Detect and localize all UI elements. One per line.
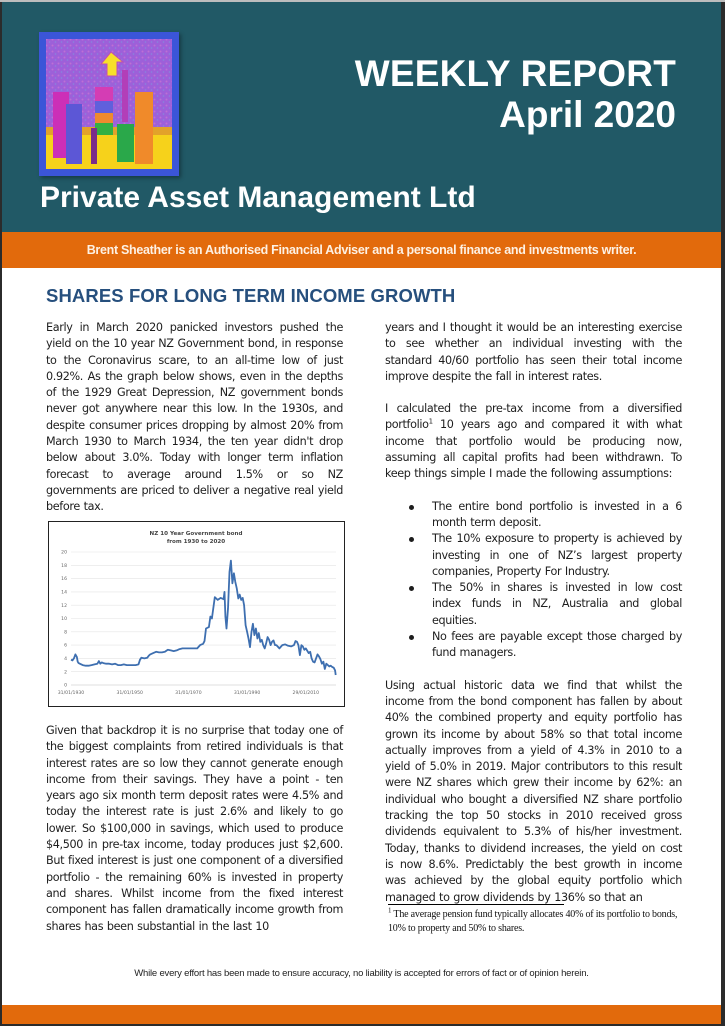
chart-title: NZ 10 Year Government bond (149, 531, 243, 537)
paragraph: Given that backdrop it is no surprise that today one of the biggest complaints from retired individuals is that interest rates are so low they cannot generate enough income from their savings. They have a point - ten years ago six month term deposit rates were 4.5% and today the interest rate is just 2.6% and likely to go lower. So $100,000 in savings, which used to produce $4,500 in pre-tax income, today produces just $2,600. But fixed interest is just one component of a diversified portfolio - the remaining 60% is invested in property and shares. Whilst income from the fixed interest component has fallen dramatically income growth from shares has been substantial in the last 10 (46, 724, 343, 933)
list-item (385, 499, 682, 532)
paragraph (385, 401, 682, 482)
footnote-mark: 1 (388, 906, 392, 915)
list-item (385, 531, 682, 580)
paragraph: years and I thought it would be an interesting exercise to see whether an individual investing with the standard 40/60 portfolio has seen their total income improve despite the fall in interest rates. (385, 321, 682, 383)
report-date: April 2020 (499, 94, 676, 135)
x-tick-label: 29/01/2010 (292, 691, 320, 696)
y-tick-label: 0 (64, 683, 67, 689)
y-tick-label: 20 (61, 550, 67, 556)
assumptions-list (385, 499, 682, 662)
list-item-text: No fees are payable except those charged by fund managers. (432, 630, 682, 660)
footer-bar (2, 1005, 721, 1024)
author-tagline-bar (2, 232, 721, 268)
x-tick-label: 31/01/1930 (57, 691, 85, 696)
bond-yield-line (71, 561, 336, 675)
rising-bar-chart-logo-icon (39, 32, 179, 176)
paragraph: Using actual historic data we find that whilst the income from the bond component has fallen by about 40% the combined property and equity portfolio has grown its income by about 58% so that total income actually improves from a yield of 4.3% in 2010 to a yield of 5.0% in 2019. Major contributors to this result were NZ shares which grew their income by 62%: an individual who bought a diversified NZ share portfolio tracking the top 50 stocks in 2010 received gross dividends equivalent to 5.3% of his/her investment. Today, thanks to dividend increases, the yield on cost is now 8.6%. Predictably the best growth in income was achieved by the global equity portfolio which managed to grow dividends by 136% so that an (385, 678, 682, 904)
y-tick-label: 16 (61, 577, 67, 583)
paragraph-text: I calculated the pre-tax income from a diversified portfolio (385, 402, 682, 432)
masthead (2, 2, 721, 232)
bullet-icon (409, 586, 414, 591)
left-column-top (46, 320, 343, 532)
x-tick-label: 31/01/1970 (175, 691, 202, 696)
x-tick-label: 31/01/1990 (233, 691, 261, 696)
list-item-text: The entire bond portfolio is invested in a 6 month term deposit. (432, 499, 682, 529)
y-tick-label: 8 (64, 630, 67, 636)
article-headline: SHARES FOR LONG TERM INCOME GROWTH (46, 285, 456, 306)
right-column (385, 320, 682, 922)
x-tick-label: 31/01/1950 (116, 691, 143, 696)
list-item-text: The 10% exposure to property is achieved by investing in one of NZ’s largest property companies, Property For Industry. (432, 532, 682, 578)
disclaimer: While every effort has been made to ensure accuracy, no liability is accepted for errors of fact or of opinion herein. (134, 968, 589, 979)
left-column-bottom (46, 723, 343, 951)
paragraph-text: 10 years ago and compared it with what income that portfolio would be producing now, assuming all capital profits had been withdrawn. To keep things simple I made the following assumptions: (385, 418, 682, 481)
report-title: WEEKLY REPORT (354, 53, 676, 94)
footnote-text: The average pension fund typically allocates 40% of its portfolio to bonds, 10% to property and 50% to shares. (388, 909, 678, 934)
y-tick-label: 14 (61, 590, 67, 596)
list-item (385, 629, 682, 662)
footnote-reference[interactable]: 1 (428, 417, 433, 426)
paragraph: Early in March 2020 panicked investors pushed the yield on the 10 year NZ Government bond, in response to the Coronavirus scare, to an all-time low of just 0.92%. As the graph below shows, even in the depths of the 1929 Great Depression, NZ government bonds never got anywhere near this low. In the 1930s, and despite consumer prices dropping by almost 20% from March 1930 to March 1934, the ten year didn't drop below about 3.0%. Today with longer term inflation forecast to average around 1.5% or so NZ governments are priced to deliver a negative real yield before tax. (46, 321, 343, 514)
y-tick-label: 6 (64, 643, 67, 649)
y-tick-label: 10 (61, 617, 67, 623)
list-item-text: The 50% in shares is invested in low cost index funds in NZ, Australia and global equities. (432, 581, 682, 627)
bullet-icon (409, 505, 414, 510)
footnote (388, 908, 688, 936)
bullet-icon (409, 537, 414, 542)
y-tick-label: 18 (61, 563, 67, 569)
footnote-divider (388, 904, 564, 905)
report-page (2, 2, 721, 1024)
company-name: Private Asset Management Ltd (40, 181, 476, 214)
author-tagline: Brent Sheather is an Authorised Financial Adviser and a personal finance and investments writer. (86, 243, 637, 257)
y-tick-label: 12 (61, 603, 67, 609)
y-tick-label: 4 (64, 657, 67, 662)
bond-yield-chart (48, 521, 345, 707)
chart-subtitle: from 1930 to 2020 (166, 539, 226, 545)
y-tick-label: 2 (64, 670, 67, 676)
bullet-icon (409, 635, 414, 640)
list-item (385, 580, 682, 629)
